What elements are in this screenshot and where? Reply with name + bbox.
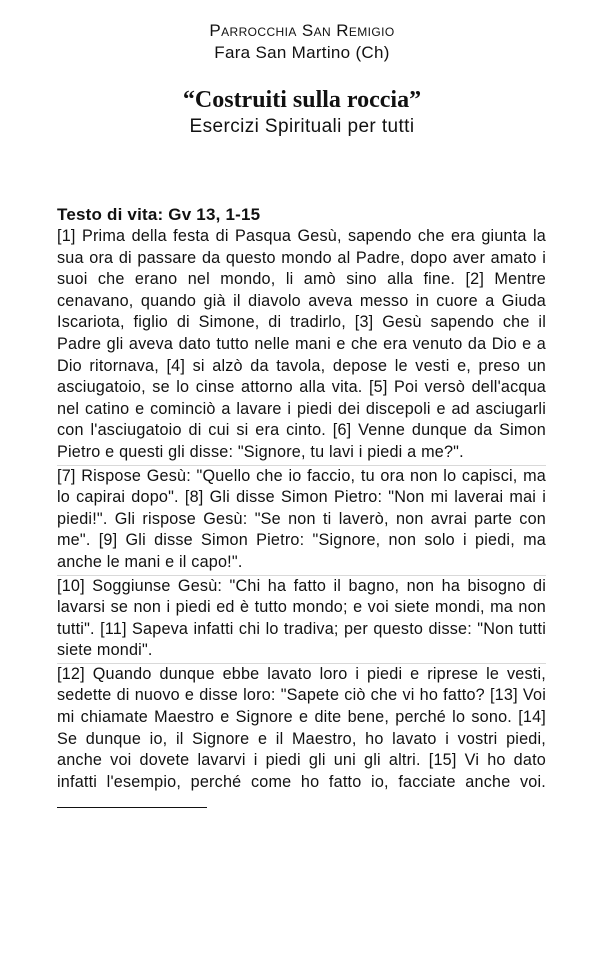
town-name: Fara San Martino (Ch) xyxy=(214,43,390,62)
parish-name: Parrocchia San Remigio xyxy=(209,21,395,40)
reading-paragraph-3: [10] Soggiunse Gesù: "Chi ha fatto il bagno, non ha bisogno di lavarsi se non i piedi ed è tutto mondo; e voi siete mondi, ma non tutti". [11] Sapeva infatti chi lo tradiva; per questo disse: "Non tutti siete mondi". xyxy=(57,576,546,664)
document-subtitle: Esercizi Spirituali per tutti xyxy=(189,116,415,137)
reading-paragraph-4-text: [12] Quando dunque ebbe lavato loro i piedi e riprese le vesti, sedette di nuovo e disse loro: "Sapete ciò che vi ho fatto? [13] Voi mi chiamate Maestro e Signore e dite bene, perché lo sono. [14] Se dunque io, il Signore e il Maestro, ho lavato i vostri piedi, anche voi dovete lavarvi i piedi gli uni gli altri. [15] Vi ho dato infatti l'esempio, perché come ho fatto io, facciate anche voi. xyxy=(57,664,546,791)
document-title: “Costruiti sulla roccia” xyxy=(182,87,422,113)
reading-paragraph-1: [1] Prima della festa di Pasqua Gesù, sapendo che era giunta la sua ora di passare da questo mondo al Padre, dopo aver amato i suoi che erano nel mondo, li amò sino alla fine. [2] Mentre cenavano, quando già il diavolo aveva messo in cuore a Giuda Iscariota, figlio di Simone, di tradirlo, [3] Gesù sapendo che il Padre gli aveva dato tutto nelle mani e che era venuto da Dio e a Dio ritornava, [4] si alzò da tavola, depose le vesti e, preso un asciugatoio, se lo cinse attorno alla vita. [5] Poi versò dell'acqua nel catino e cominciò a lavare i piedi dei discepoli e ad asciugarli con l'asciugatoio di cui si era cinto. [6] Venne dunque da Simon Pietro e questi gli disse: "Signore, tu lavi i piedi a me?". xyxy=(57,226,546,466)
fill-in-line xyxy=(57,793,207,808)
reading-section xyxy=(57,204,546,816)
document-header xyxy=(0,20,604,139)
reading-paragraph-4 xyxy=(57,664,546,816)
reading-paragraph-2: [7] Rispose Gesù: "Quello che io faccio, tu ora non lo capisci, ma lo capirai dopo". [8] Gli disse Simon Pietro: "Non mi laverai mai i piedi!". Gli rispose Gesù: "Se non ti laverò, non avrai parte con me". [9] Gli disse Simon Pietro: "Signore, non solo i piedi, ma anche le mani e il capo!". xyxy=(57,466,546,576)
reading-heading: Testo di vita: Gv 13, 1-15 xyxy=(57,205,261,224)
